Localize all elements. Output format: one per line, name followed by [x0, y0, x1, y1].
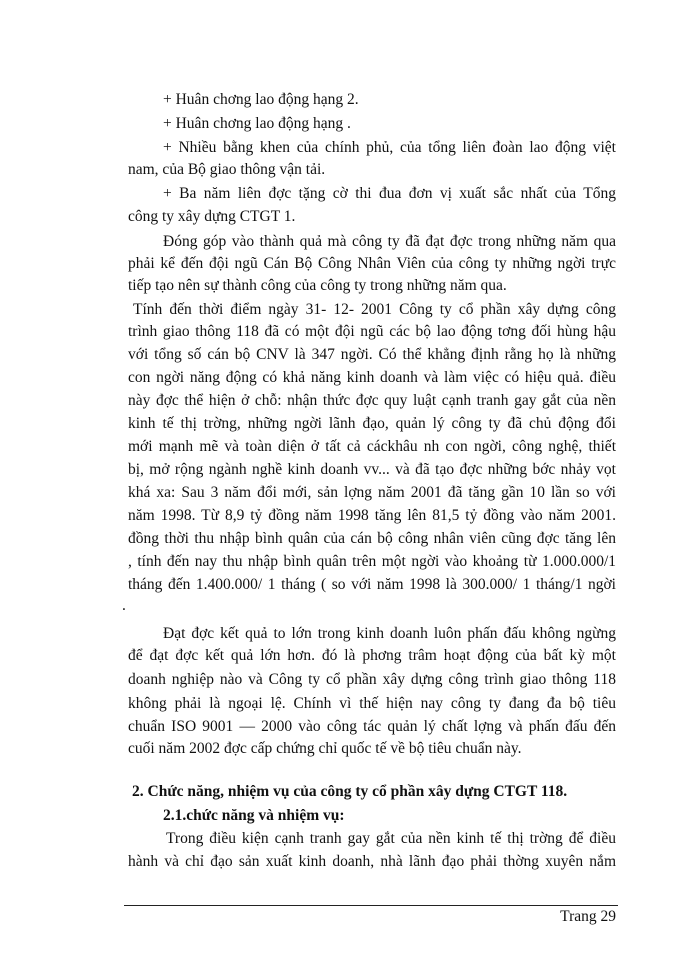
para2-line-1: Tính đến thời điểm ngày 31- 12- 2001 Công ty cổ phần xây dựng công [133, 301, 616, 318]
para2-line-2: trình giao thông 118 đã có một đội ngũ các bộ lao động tơng đối hùng hậu [128, 323, 616, 340]
para2-line-10: năm 1998. Từ 8,9 tỷ đồng năm 1998 tăng lên 81,5 tỷ đồng vào năm 2001. [128, 507, 616, 524]
para2-line-4: con ngời năng động có khả năng kinh doanh và làm việc có hiệu quả. điều [128, 369, 616, 386]
award-line-1: + Huân chơng lao động hạng 2. [163, 91, 359, 108]
award-line-4: nam, của Bộ giao thông vận tải. [128, 161, 326, 178]
award-line-6: công ty xây dựng CTGT 1. [128, 208, 296, 225]
para3-line-6: cuối năm 2002 đợc cấp chứng chỉ quốc tế về bộ tiêu chuẩn này. [128, 740, 522, 757]
para2-line-8: bị, mở rộng ngành nghề kinh doanh vv... và đã tạo đợc những bớc nhảy vọt [128, 461, 616, 478]
para1-line-3: tiếp tạo nên sự thành công của công ty trong những năm qua. [128, 277, 507, 294]
para3-line-3: doanh nghiệp nào và Công ty cổ phần xây dựng công trình giao thông 118 [128, 671, 616, 688]
para2-line-6: kinh tế thị trờng, những ngời lãnh đạo, quản lý công ty đã chủ động đổi [128, 415, 616, 432]
para2-line-11: đồng thời thu nhập bình quân của cán bộ công nhân viên cũng đợc tăng lên [128, 530, 616, 547]
para2-line-12: , tính đến nay thu nhập bình quân trên một ngời vào khoảng từ 1.000.000/1 [128, 553, 616, 570]
para2-line-14: . [122, 597, 126, 614]
para1-line-1: Đóng góp vào thành quả mà công ty đã đạt đợc trong những năm qua [163, 233, 616, 250]
section-heading: 2. Chức năng, nhiệm vụ của công ty cổ phần xây dựng CTGT 118. [132, 783, 568, 800]
para4-line-2: hành và chỉ đạo sản xuất kinh doanh, nhà lãnh đạo phải thờng xuyên nắm [128, 853, 616, 870]
para2-line-3: với tổng số cán bộ CNV là 347 ngời. Có thể khẳng định rằng họ là những [128, 346, 616, 363]
para2-line-13: tháng đến 1.400.000/ 1 tháng ( so với năm 1998 là 300.000/ 1 tháng/1 ngời [128, 576, 616, 593]
para3-line-5: chuẩn ISO 9001 — 2000 vào công tác quản lý chất lợng và phấn đấu đến [128, 718, 616, 735]
footer-rule [124, 905, 618, 906]
page-number: Trang 29 [560, 908, 616, 925]
para2-line-5: này đợc thể hiện ở chỗ: nhận thức đợc quy luật cạnh tranh gay gắt của nền [128, 392, 616, 409]
para3-line-1: Đạt đợc kết quả to lớn trong kinh doanh luôn phấn đấu không ngừng [163, 625, 616, 642]
award-line-5: + Ba năm liên đợc tặng cờ thi đua đơn vị xuất sắc nhất của Tổng [163, 185, 616, 202]
award-line-3: + Nhiều bằng khen của chính phủ, của tổng liên đoàn lao động việt [163, 139, 616, 156]
para1-line-2: phải kể đến đội ngũ Cán Bộ Công Nhân Viên của công ty những ngời trực [128, 255, 616, 272]
para2-line-7: mới mạnh mẽ và toàn diện ở tất cả cáckhâu nh con ngời, công nghệ, thiết [128, 438, 616, 455]
para3-line-2: để đạt đợc kết quả lớn hơn. đó là phơng trâm hoạt động của bất kỳ một [128, 647, 616, 664]
para4-line-1: Trong điều kiện cạnh tranh gay gắt của nền kinh tế thị trờng để điều [166, 830, 616, 847]
award-line-2: + Huân chơng lao động hạng . [163, 115, 351, 132]
para3-line-4: không phải là ngoại lệ. Chính vì thế hiện nay công ty đang đa bộ tiêu [128, 695, 616, 712]
subsection-heading: 2.1.chức năng và nhiệm vụ: [163, 807, 345, 824]
para2-line-9: khá xa: Sau 3 năm đổi mới, sản lợng năm 2001 đã tăng gần 10 lần so với [128, 484, 616, 501]
